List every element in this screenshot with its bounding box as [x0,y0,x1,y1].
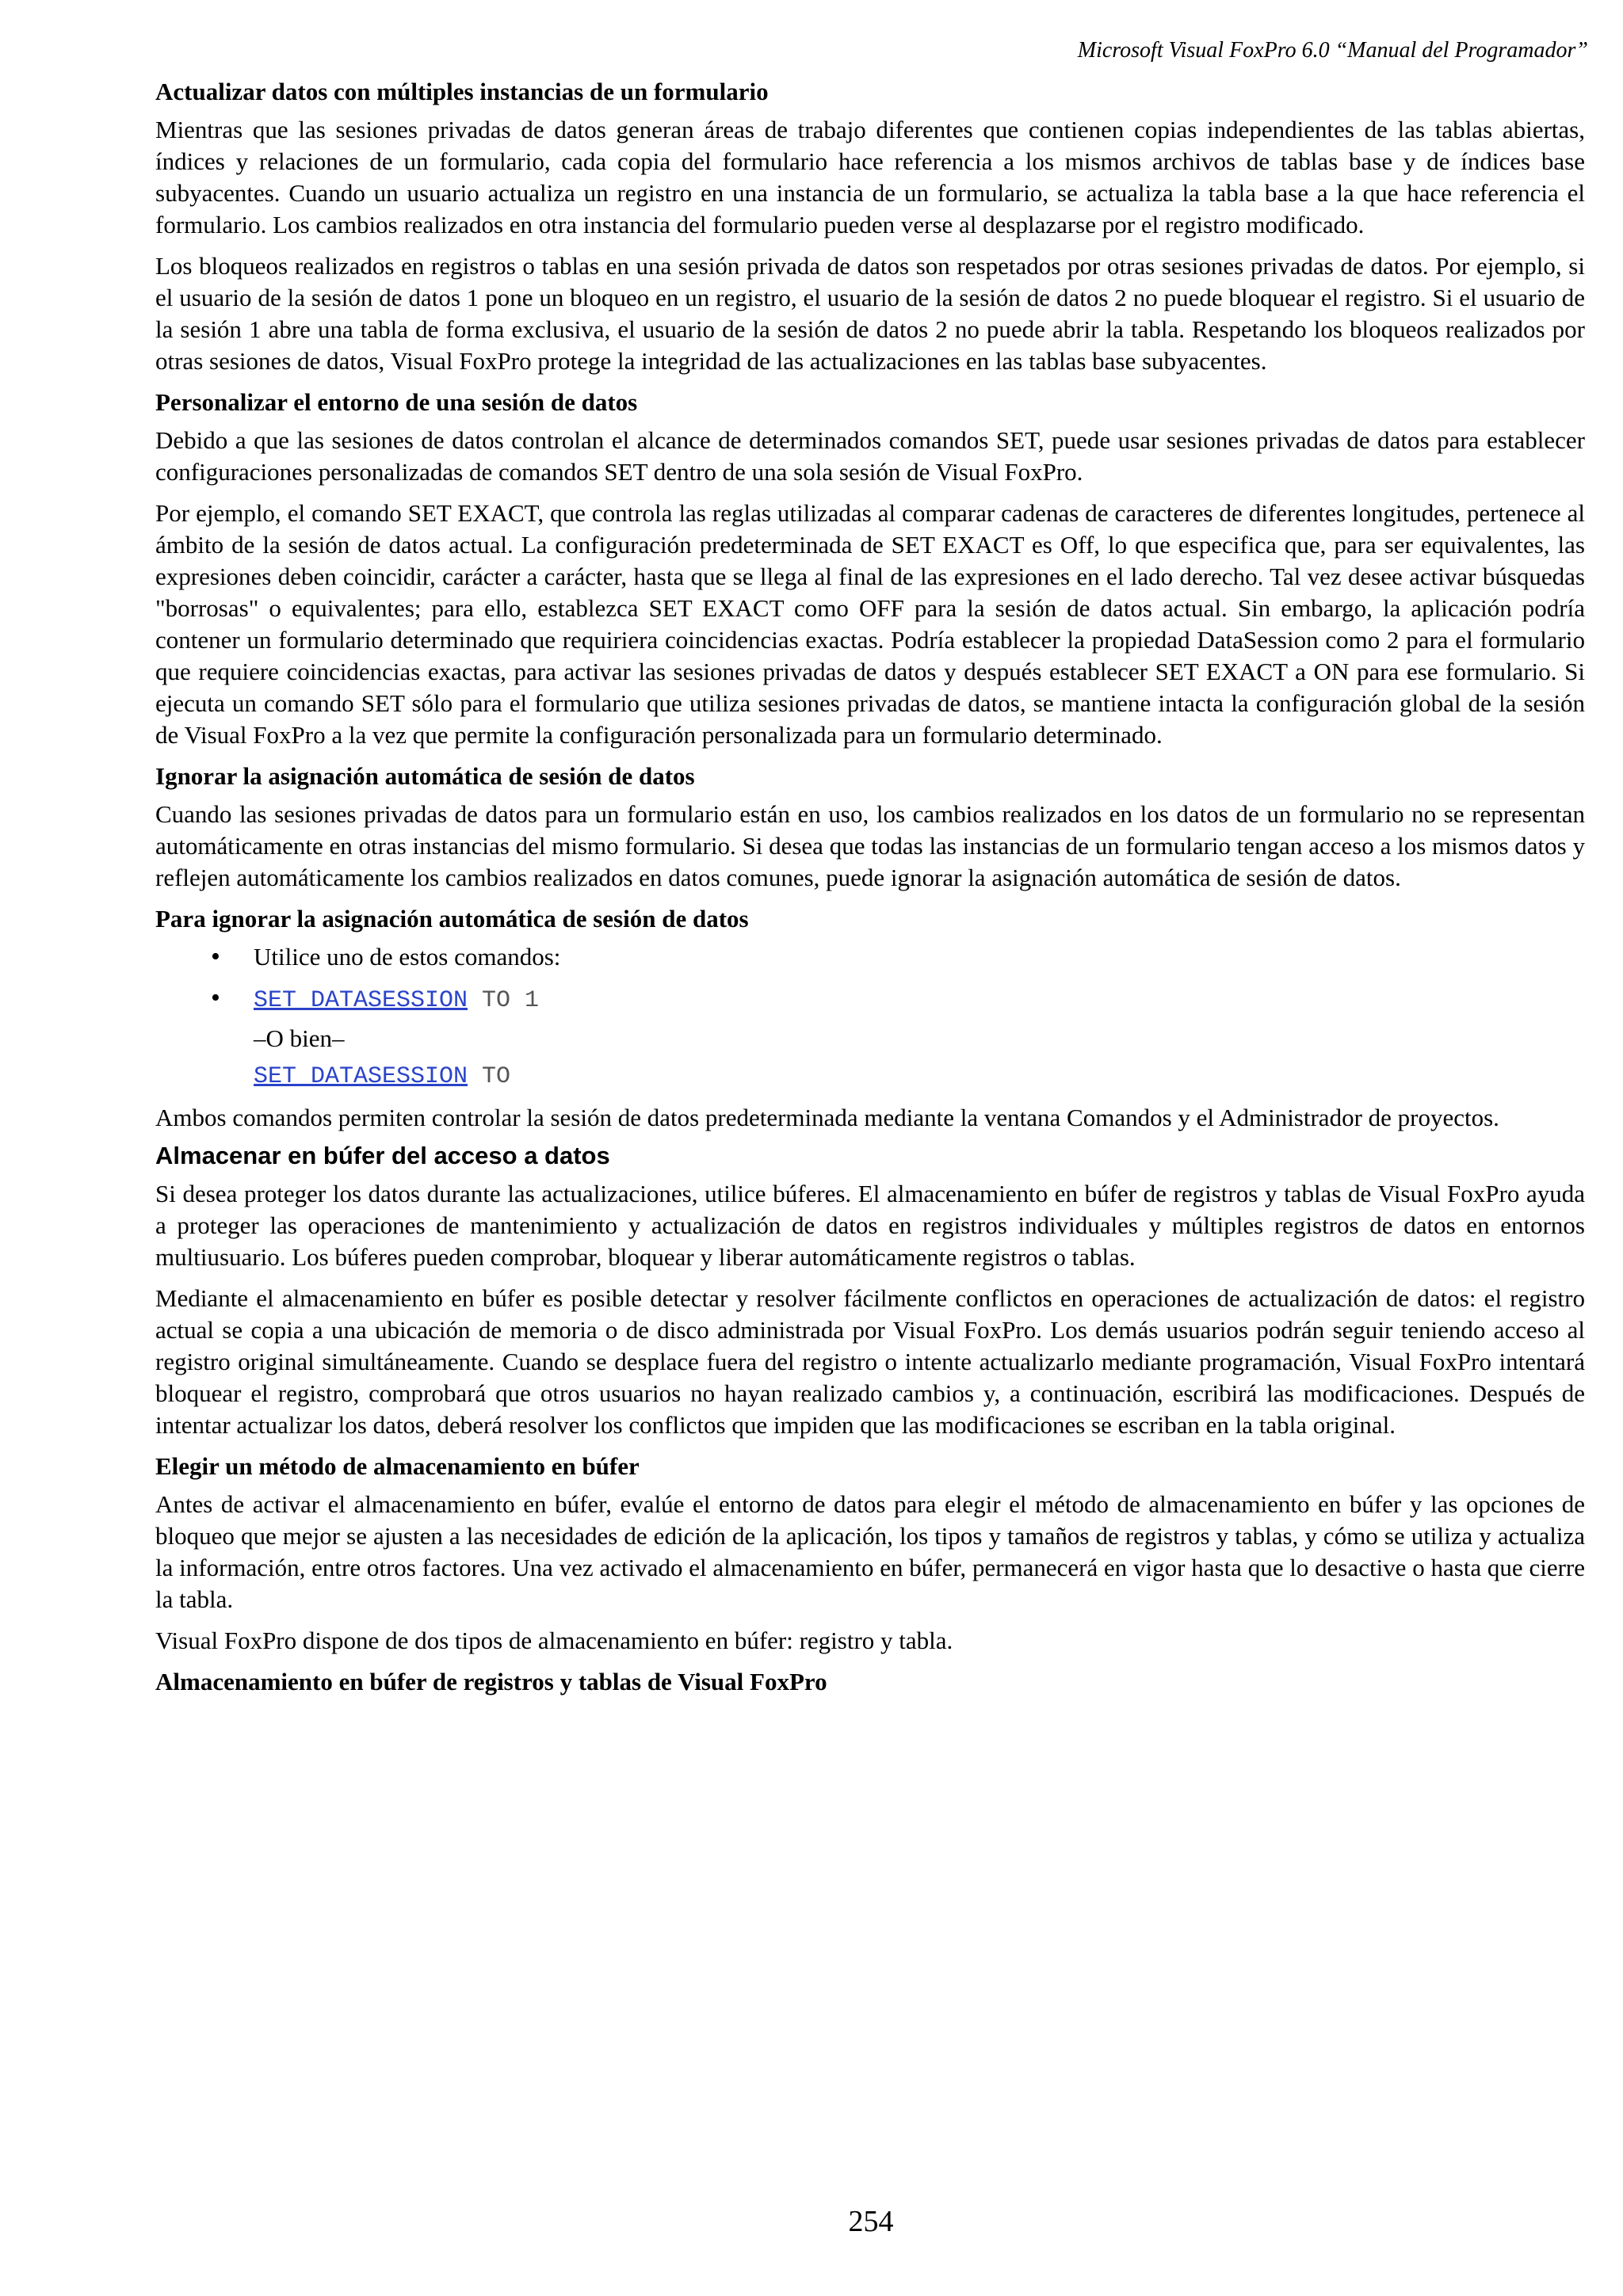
bullet-list [155,941,1585,1016]
list-item [155,982,1585,1016]
paragraph: Visual FoxPro dispone de dos tipos de almacenamiento en búfer: registro y tabla. [155,1627,953,1654]
paragraph: Mediante el almacenamiento en búfer es posible detectar y resolver fácilmente conflictos en operaciones de actualización de datos: el registro actual se copia a una ubicación de memoria o de disco administrada por Visual FoxPro. Los demás usuarios podrán seguir teniendo acceso al registro original simultáneamente. Cuando se desplace fuera del registro o intente actualizarlo mediante programación, Visual FoxPro intentará bloquear el registro, comprobará que otros usuarios no hayan realizado cambios y, a continuación, escribirá las modificaciones. Después de intentar actualizar los datos, deberá resolver los conflictos que impiden que las modificaciones se escriban en la tabla original. [155,1284,1585,1439]
list-item [155,941,1585,973]
paragraph: Por ejemplo, el comando SET EXACT, que controla las reglas utilizadas al comparar cadenas de caracteres de diferentes longitudes, pertenece al ámbito de la sesión de datos actual. La configuración predeterminada de SET EXACT es Off, lo que especifica que, para ser equivalentes, las expresiones deben coincidir, carácter a carácter, hasta que se llega al final de las expresiones en el lado derecho. Tal vez desee activar búsquedas "borrosas" o equivalentes; para ello, establezca SET EXACT como OFF para la sesión de datos actual. Sin embargo, la aplicación podría contener un formulario determinado que requiriera coincidencias exactas. Podría establecer la propiedad DataSession como 2 para el formulario que requiere coincidencias exactas, para activar las sesiones privadas de datos y después establecer SET EXACT a ON para ese formulario. Si ejecuta un comando SET sólo para el formulario que utiliza sesiones privadas de datos, se mantiene intacta la configuración global de la sesión de Visual FoxPro a la vez que permite la configuración personalizada para un formulario determinado. [155,499,1585,749]
paragraph: Antes de activar el almacenamiento en búfer, evalúe el entorno de datos para elegir el método de almacenamiento en búfer y las opciones de bloqueo que mejor se ajusten a las necesidades de edición de la aplicación, los tipos y tamaños de registros y tablas, y cómo se utiliza y actualiza la información, entre otros factores. Una vez activado el almacenamiento en búfer, permanecerá en vigor hasta que lo desactive o hasta que cierre la tabla. [155,1490,1585,1613]
section-heading-registros-tablas: Almacenamiento en búfer de registros y tablas de Visual FoxPro [155,1668,827,1695]
section-heading-elegir-metodo: Elegir un método de almacenamiento en búfer [155,1452,640,1480]
bullet-icon: • [211,983,220,1013]
procedure-heading: Para ignorar la asignación automática de sesión de datos [155,905,749,933]
paragraph: Si desea proteger los datos durante las actualizaciones, utilice búferes. El almacenamiento en búfer de registros y tablas de Visual FoxPro ayuda a proteger las operaciones de mantenimiento y actualización de datos en registros individuales y múltiples registros de datos en entornos multiusuario. Los búferes pueden comprobar, bloquear y liberar automáticamente registros o tablas. [155,1180,1585,1271]
code-argument: TO 1 [468,987,540,1014]
section-heading-ignorar-asignacion: Ignorar la asignación automática de sesión de datos [155,762,695,790]
set-datasession-link[interactable]: SET DATASESSION [254,987,468,1014]
paragraph: Cuando las sesiones privadas de datos para un formulario están en uso, los cambios realizados en los datos de un formulario no se representan automáticamente en otras instancias del mismo formulario. Si desea que todas las instancias de un formulario tengan acceso a los mismos datos y reflejen automáticamente los cambios realizados en datos comunes, puede ignorar la asignación automática de sesión de datos. [155,800,1585,891]
paragraph: Los bloqueos realizados en registros o tablas en una sesión privada de datos son respetados por otras sesiones privadas de datos. Por ejemplo, si el usuario de la sesión de datos 1 pone un bloqueo en un registro, el usuario de la sesión de datos 2 no puede bloquear el registro. Si el usuario de la sesión 1 abre una tabla de forma exclusiva, el usuario de la sesión de datos 2 no puede abrir la tabla. Respetando los bloqueos realizados por otras sesiones de datos, Visual FoxPro protege la integridad de las actualizaciones en las tablas base subyacentes. [155,252,1585,375]
section-heading-personalizar-entorno: Personalizar el entorno de una sesión de datos [155,388,638,416]
code-argument: TO [468,1063,511,1090]
paragraph: Ambos comandos permiten controlar la sesión de datos predeterminada mediante la ventana Comandos y el Administrador de proyectos. [155,1104,1499,1131]
paragraph: Debido a que las sesiones de datos controlan el alcance de determinados comandos SET, puede usar sesiones privadas de datos para establecer configuraciones personalizadas de comandos SET dentro de una sola sesión de Visual FoxPro. [155,426,1585,486]
paragraph: Mientras que las sesiones privadas de datos generan áreas de trabajo diferentes que contienen copias independientes de las tablas abiertas, índices y relaciones de un formulario, cada copia del formulario hace referencia a los mismos archivos de tablas base y de índices base subyacentes. Cuando un usuario actualiza un registro en una instancia de un formulario, se actualiza la tabla base a la que hace referencia el formulario. Los cambios realizados en otra instancia del formulario pueden verse al desplazarse por el registro modificado. [155,116,1585,238]
document-body [155,76,1585,1698]
bullet-icon: • [211,942,220,971]
set-datasession-link[interactable]: SET DATASESSION [254,1063,468,1090]
code-command-1 [254,987,539,1014]
section-heading-actualizar-datos: Actualizar datos con múltiples instancias de un formulario [155,78,769,105]
running-header: Microsoft Visual FoxPro 6.0 “Manual del Programador” [1077,38,1588,63]
list-item-text: Utilice uno de estos comandos: [254,943,561,971]
page-number: 254 [848,2205,894,2238]
or-separator: –O bien– [254,1024,345,1052]
code-command-2 [155,1061,1585,1093]
section-heading-almacenar-bufer: Almacenar en búfer del acceso a datos [155,1142,610,1169]
